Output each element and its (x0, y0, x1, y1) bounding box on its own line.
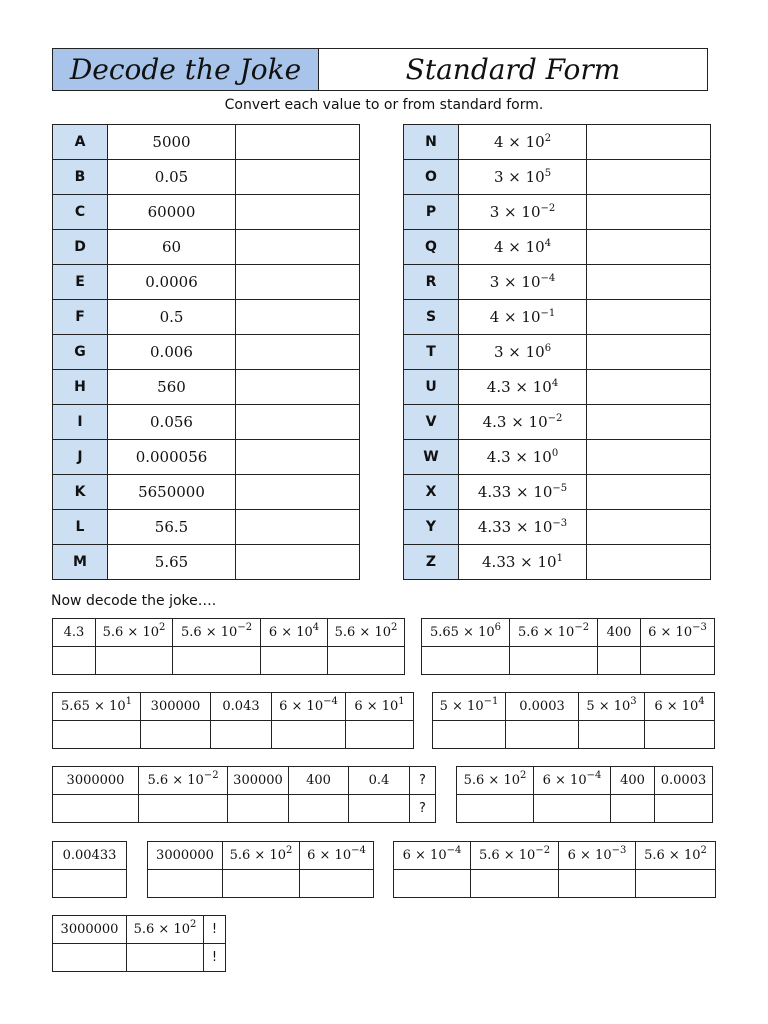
key-answer-box[interactable] (587, 440, 711, 475)
key-answer-box[interactable] (587, 475, 711, 510)
exponent: −4 (446, 845, 462, 856)
clue-cell: 3000000 (148, 842, 223, 870)
clue-cell: $6 \times 10^{-4}$ (394, 842, 471, 870)
key-row (53, 545, 360, 580)
answer-letter-box[interactable] (636, 870, 716, 898)
answer-letter-box[interactable] (645, 721, 715, 749)
clue-cell: $6 \times 10^1$ (346, 693, 414, 721)
key-letter: K (53, 475, 108, 510)
answer-letter-box[interactable] (96, 647, 173, 675)
key-answer-box[interactable] (236, 405, 360, 440)
answer-letter-box[interactable] (349, 795, 410, 823)
key-letter: O (404, 160, 459, 195)
clue-row (148, 842, 374, 870)
key-letter: F (53, 300, 108, 335)
clue-row (53, 693, 414, 721)
exponent: −5 (552, 483, 568, 494)
answer-letter-box[interactable] (272, 721, 346, 749)
clue-cell: $5 \times 10^{-1}$ (433, 693, 506, 721)
clue-cell: $5.6 \times 10^2$ (223, 842, 300, 870)
key-answer-box[interactable] (236, 545, 360, 580)
key-answer-box[interactable] (587, 125, 711, 160)
key-answer-box[interactable] (236, 160, 360, 195)
exponent: −2 (547, 413, 563, 424)
clue-cell: 300000 (228, 767, 289, 795)
exponent: 2 (391, 622, 398, 633)
key-row (53, 370, 360, 405)
key-row (53, 510, 360, 545)
clue-cell: 0.00433 (53, 842, 127, 870)
exponent: 1 (556, 553, 563, 564)
answer-letter-box[interactable] (261, 647, 328, 675)
key-letter: Z (404, 545, 459, 580)
answer-letter-box[interactable] (579, 721, 645, 749)
answer-letter-box[interactable] (346, 721, 414, 749)
exponent: 2 (159, 622, 166, 633)
key-answer-box[interactable] (236, 265, 360, 300)
clue-cell: $5.6 \times 10^{-2}$ (139, 767, 228, 795)
key-value: 5.65 (108, 545, 236, 580)
punctuation-mark: ? (410, 767, 436, 795)
key-row (53, 195, 360, 230)
clue-cell: $6 \times 10^{-4}$ (272, 693, 346, 721)
key-value: 60000 (108, 195, 236, 230)
clue-row (53, 916, 226, 944)
answer-letter-box[interactable] (394, 870, 471, 898)
answer-letter-box[interactable] (471, 870, 559, 898)
answer-row (433, 721, 715, 749)
key-row (53, 475, 360, 510)
answer-letter-box[interactable] (228, 795, 289, 823)
exponent: 2 (190, 919, 197, 930)
joke-word (421, 618, 715, 675)
exponent: −4 (323, 696, 338, 707)
punctuation-mark: ! (204, 916, 226, 944)
key-letter: R (404, 265, 459, 300)
key-letter: V (404, 405, 459, 440)
key-value: $4.33 \times 10^{-5}$ (459, 475, 587, 510)
key-letter: S (404, 300, 459, 335)
key-value: 0.5 (108, 300, 236, 335)
key-row (53, 125, 360, 160)
exponent: −4 (540, 273, 556, 284)
exponent: −2 (203, 770, 219, 781)
key-answer-box[interactable] (236, 300, 360, 335)
key-row (404, 300, 711, 335)
key-row (404, 160, 711, 195)
key-value: $3 \times 10^6$ (459, 335, 587, 370)
answer-letter-box[interactable] (510, 647, 598, 675)
exponent: 3 (630, 696, 637, 707)
key-row (404, 335, 711, 370)
clue-cell: $5.65 \times 10^6$ (422, 619, 510, 647)
exponent: −2 (237, 622, 253, 633)
clue-cell: $5.6 \times 10^2$ (457, 767, 534, 795)
key-letter: L (53, 510, 108, 545)
clue-cell: 300000 (141, 693, 211, 721)
key-row (53, 230, 360, 265)
exponent: 1 (398, 696, 405, 707)
key-table-left (52, 124, 360, 580)
exponent: −4 (351, 845, 366, 856)
exponent: 2 (544, 133, 552, 144)
answer-row (422, 647, 715, 675)
key-letter: G (53, 335, 108, 370)
clue-cell: $5.6 \times 10^{-2}$ (173, 619, 261, 647)
exponent: 2 (700, 845, 707, 856)
clue-cell: $5.6 \times 10^{-2}$ (471, 842, 559, 870)
key-answer-box[interactable] (587, 370, 711, 405)
key-answer-box[interactable] (236, 475, 360, 510)
key-row (404, 370, 711, 405)
key-letter: M (53, 545, 108, 580)
key-value: 0.0006 (108, 265, 236, 300)
key-value: 0.056 (108, 405, 236, 440)
punctuation-mark: ! (204, 944, 226, 972)
exponent: 4 (312, 622, 320, 633)
answer-letter-box[interactable] (139, 795, 228, 823)
answer-letter-box[interactable] (289, 795, 349, 823)
clue-row (53, 842, 127, 870)
key-letter: J (53, 440, 108, 475)
clue-cell: $5.6 \times 10^2$ (96, 619, 173, 647)
answer-letter-box[interactable] (457, 795, 534, 823)
key-value: 5650000 (108, 475, 236, 510)
answer-letter-box[interactable] (148, 870, 223, 898)
key-row (404, 440, 711, 475)
joke-word (456, 766, 713, 823)
key-value: 56.5 (108, 510, 236, 545)
key-letter: P (404, 195, 459, 230)
answer-letter-box[interactable] (223, 870, 300, 898)
key-value: $4.33 \times 10^1$ (459, 545, 587, 580)
answer-letter-box[interactable] (211, 721, 272, 749)
key-row (53, 335, 360, 370)
exponent: −2 (574, 622, 590, 633)
exponent: −2 (535, 845, 551, 856)
key-answer-box[interactable] (236, 370, 360, 405)
key-answer-box[interactable] (587, 510, 711, 545)
exponent: −4 (586, 770, 602, 781)
exponent: 0 (551, 448, 559, 459)
clue-cell: $5.6 \times 10^2$ (636, 842, 716, 870)
exponent: 6 (494, 622, 502, 633)
key-letter: B (53, 160, 108, 195)
key-value: $4.3 \times 10^4$ (459, 370, 587, 405)
key-row (53, 405, 360, 440)
answer-row (53, 795, 436, 823)
answer-letter-box[interactable] (300, 870, 374, 898)
answer-letter-box[interactable] (598, 647, 641, 675)
key-answer-box[interactable] (587, 160, 711, 195)
key-answer-box[interactable] (587, 545, 711, 580)
key-value: 0.006 (108, 335, 236, 370)
key-value: $4 \times 10^4$ (459, 230, 587, 265)
answer-letter-box[interactable] (655, 795, 713, 823)
key-row (404, 265, 711, 300)
exponent: −3 (611, 845, 627, 856)
key-value: 5000 (108, 125, 236, 160)
clue-cell: 0.043 (211, 693, 272, 721)
key-letter: I (53, 405, 108, 440)
exponent: 2 (520, 770, 527, 781)
joke-word (52, 915, 226, 972)
clue-cell: 400 (598, 619, 641, 647)
clue-cell: 3000000 (53, 767, 139, 795)
key-answer-box[interactable] (236, 230, 360, 265)
key-letter: H (53, 370, 108, 405)
clue-cell: 0.0003 (655, 767, 713, 795)
answer-row (53, 944, 226, 972)
key-value: $3 \times 10^{-2}$ (459, 195, 587, 230)
key-row (404, 195, 711, 230)
clue-row (53, 619, 405, 647)
answer-row (394, 870, 716, 898)
answer-row (53, 721, 414, 749)
answer-row (53, 647, 405, 675)
key-row (404, 475, 711, 510)
joke-word (52, 841, 127, 898)
clue-cell: 0.4 (349, 767, 410, 795)
exponent: 2 (286, 845, 293, 856)
decode-instruction: Now decode the joke…. (51, 593, 217, 609)
answer-row (53, 870, 127, 898)
key-value: $4.33 \times 10^{-3}$ (459, 510, 587, 545)
key-letter: N (404, 125, 459, 160)
key-row (404, 545, 711, 580)
key-letter: A (53, 125, 108, 160)
exponent: 5 (544, 168, 552, 179)
exponent: 6 (544, 343, 552, 354)
exponent: 4 (544, 238, 552, 249)
answer-letter-box[interactable] (559, 870, 636, 898)
key-answer-box[interactable] (587, 405, 711, 440)
clue-row (394, 842, 716, 870)
exponent: 1 (125, 696, 133, 707)
title-banner (52, 48, 708, 91)
clue-cell: 400 (289, 767, 349, 795)
key-value: 0.000056 (108, 440, 236, 475)
answer-letter-box[interactable] (53, 647, 96, 675)
clue-cell: $5 \times 10^3$ (579, 693, 645, 721)
joke-word (393, 841, 716, 898)
clue-row (422, 619, 715, 647)
key-row (53, 300, 360, 335)
answer-letter-box[interactable] (506, 721, 579, 749)
answer-letter-box[interactable] (534, 795, 611, 823)
answer-letter-box[interactable] (433, 721, 506, 749)
joke-word (52, 692, 414, 749)
key-value: $3 \times 10^{-4}$ (459, 265, 587, 300)
clue-cell: 400 (611, 767, 655, 795)
title-topic: Standard Form (405, 53, 621, 86)
clue-cell: $6 \times 10^{-3}$ (641, 619, 715, 647)
joke-word (432, 692, 715, 749)
clue-row (457, 767, 713, 795)
instruction-text: Convert each value to or from standard form. (224, 97, 544, 113)
clue-cell: $5.6 \times 10^{-2}$ (510, 619, 598, 647)
key-letter: Q (404, 230, 459, 265)
key-value: 560 (108, 370, 236, 405)
key-value: $4.3 \times 10^0$ (459, 440, 587, 475)
key-row (53, 440, 360, 475)
joke-word (52, 766, 436, 823)
answer-letter-box[interactable] (53, 870, 127, 898)
answer-letter-box[interactable] (53, 721, 141, 749)
answer-letter-box[interactable] (422, 647, 510, 675)
answer-letter-box[interactable] (641, 647, 715, 675)
clue-cell: $5.65 \times 10^1$ (53, 693, 141, 721)
clue-cell: $6 \times 10^{-3}$ (559, 842, 636, 870)
clue-row (53, 767, 436, 795)
clue-cell: $6 \times 10^{-4}$ (300, 842, 374, 870)
key-row (404, 405, 711, 440)
key-answer-box[interactable] (236, 195, 360, 230)
clue-cell: $6 \times 10^{-4}$ (534, 767, 611, 795)
key-value: $4.3 \times 10^{-2}$ (459, 405, 587, 440)
clue-cell: $5.6 \times 10^2$ (127, 916, 204, 944)
key-value: 0.05 (108, 160, 236, 195)
exponent: −2 (540, 203, 556, 214)
joke-word (52, 618, 405, 675)
key-answer-box[interactable] (587, 300, 711, 335)
exponent: 4 (551, 378, 559, 389)
punctuation-mark: ? (410, 795, 436, 823)
key-row (53, 160, 360, 195)
clue-cell: $6 \times 10^4$ (645, 693, 715, 721)
key-answer-box[interactable] (236, 510, 360, 545)
key-letter: C (53, 195, 108, 230)
joke-word (147, 841, 374, 898)
key-letter: D (53, 230, 108, 265)
answer-letter-box[interactable] (328, 647, 405, 675)
exponent: −1 (483, 696, 499, 707)
key-row (404, 230, 711, 265)
answer-letter-box[interactable] (53, 944, 127, 972)
answer-row (148, 870, 374, 898)
clue-row (433, 693, 715, 721)
answer-letter-box[interactable] (173, 647, 261, 675)
key-letter: W (404, 440, 459, 475)
key-answer-box[interactable] (236, 440, 360, 475)
key-table-right (403, 124, 711, 580)
key-value: $4 \times 10^2$ (459, 125, 587, 160)
answer-letter-box[interactable] (611, 795, 655, 823)
key-letter: X (404, 475, 459, 510)
key-answer-box[interactable] (236, 125, 360, 160)
exponent: −3 (692, 622, 707, 633)
key-answer-box[interactable] (587, 265, 711, 300)
clue-cell: 3000000 (53, 916, 127, 944)
key-value: 60 (108, 230, 236, 265)
key-row (53, 265, 360, 300)
key-row (404, 510, 711, 545)
answer-letter-box[interactable] (127, 944, 204, 972)
clue-cell: 0.0003 (506, 693, 579, 721)
exponent: −1 (540, 308, 556, 319)
answer-row (457, 795, 713, 823)
key-letter: E (53, 265, 108, 300)
title-decode: Decode the Joke (53, 49, 319, 90)
key-answer-box[interactable] (236, 335, 360, 370)
key-row (404, 125, 711, 160)
key-answer-box[interactable] (587, 230, 711, 265)
exponent: −3 (552, 518, 568, 529)
key-answer-box[interactable] (587, 195, 711, 230)
answer-letter-box[interactable] (53, 795, 139, 823)
exponent: 4 (698, 696, 705, 707)
key-letter: U (404, 370, 459, 405)
key-value: $4 \times 10^{-1}$ (459, 300, 587, 335)
clue-cell: $6 \times 10^4$ (261, 619, 328, 647)
clue-cell: $5.6 \times 10^2$ (328, 619, 405, 647)
key-answer-box[interactable] (587, 335, 711, 370)
key-letter: T (404, 335, 459, 370)
key-value: $3 \times 10^5$ (459, 160, 587, 195)
clue-cell: 4.3 (53, 619, 96, 647)
answer-letter-box[interactable] (141, 721, 211, 749)
key-letter: Y (404, 510, 459, 545)
